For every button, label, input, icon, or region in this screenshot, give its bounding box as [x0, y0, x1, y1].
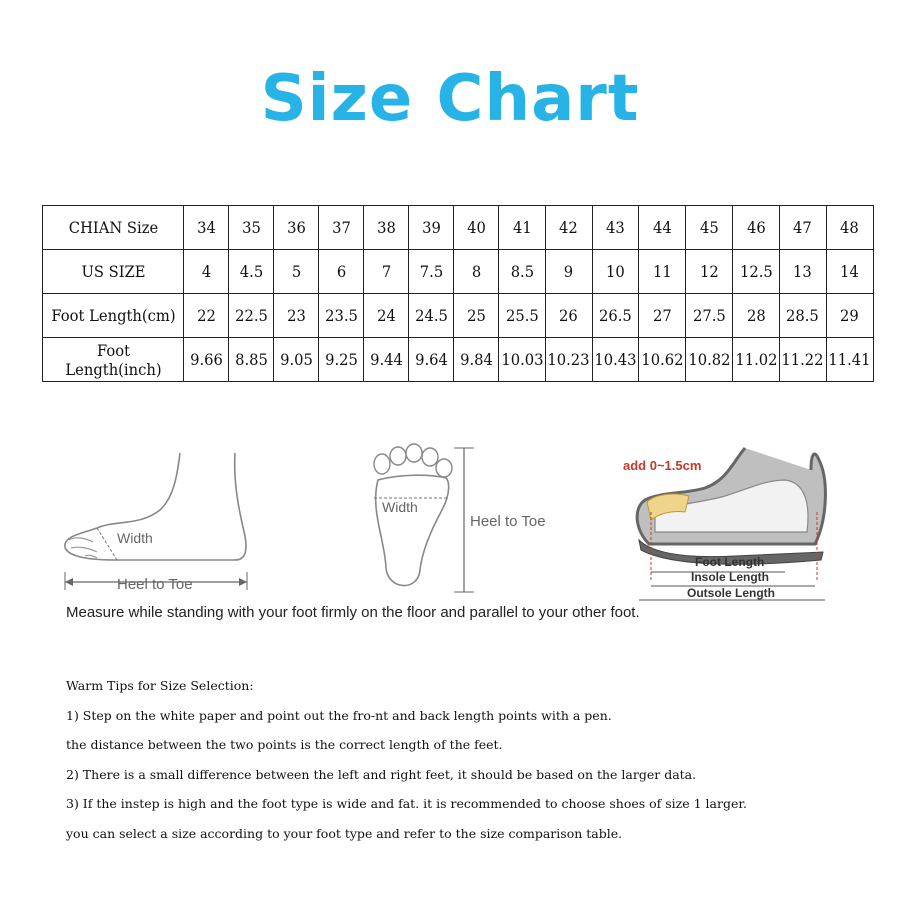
- outsole-length-label: Outsole Length: [687, 586, 775, 600]
- table-cell: 37: [320, 206, 361, 250]
- top-foot-diagram: [360, 440, 570, 600]
- measure-note: Measure while standing with your foot firmly on the floor and parallel to your other foot.: [66, 604, 640, 621]
- tips-heading: Warm Tips for Size Selection:: [66, 678, 254, 693]
- top-foot-outline: [376, 475, 449, 585]
- table-cell: 10.03: [500, 338, 543, 382]
- insole-length-label: Insole Length: [691, 570, 769, 584]
- table-cell: 11.22: [781, 338, 824, 382]
- table-cell: 10.62: [641, 338, 684, 382]
- table-cell: 11.02: [734, 338, 777, 382]
- table-cell: 13: [781, 250, 824, 294]
- tip-line: 1) Step on the white paper and point out the fro-nt and back length points with a pen.: [66, 707, 612, 723]
- table-cell: 41: [500, 206, 543, 250]
- table-cell: 25: [455, 294, 496, 338]
- table-cell: 28.5: [781, 294, 824, 338]
- top-heel-to-toe-label: Heel to Toe: [470, 513, 546, 530]
- table-cell: 9.84: [455, 338, 496, 382]
- table-cell: 9.05: [275, 338, 316, 382]
- table-cell: 26.5: [594, 294, 637, 338]
- row-label: CHIAN Size: [48, 206, 178, 250]
- shoe-diagram: [615, 440, 835, 604]
- toe-prints: [374, 444, 452, 477]
- table-cell: 43: [594, 206, 637, 250]
- table-cell: 27.5: [688, 294, 731, 338]
- row-label: Foot Length(inch): [48, 338, 178, 382]
- table-cell: 7: [365, 250, 406, 294]
- table-cell: 34: [185, 206, 226, 250]
- table-cell: 9.25: [320, 338, 361, 382]
- table-cell: 5: [275, 250, 316, 294]
- table-row: [43, 338, 874, 382]
- table-cell: 28: [734, 294, 777, 338]
- top-width-label: Width: [382, 499, 418, 515]
- table-cell: 12.5: [734, 250, 777, 294]
- side-foot-outline: [65, 453, 246, 560]
- tip-line: 3) If the instep is high and the foot type is wide and fat. it is recommended to choose shoes of size 1 larger.: [66, 796, 747, 811]
- table-cell: 36: [275, 206, 316, 250]
- row-label: Foot Length(cm): [48, 294, 178, 338]
- table-cell: 6: [320, 250, 361, 294]
- table-cell: 47: [781, 206, 824, 250]
- table-cell: 9: [547, 250, 590, 294]
- page-title: Size Chart: [260, 62, 640, 136]
- table-cell: 26: [547, 294, 590, 338]
- table-cell: 27: [641, 294, 684, 338]
- table-cell: 12: [688, 250, 731, 294]
- side-width-line: [97, 528, 117, 560]
- table-cell: 23.5: [320, 294, 361, 338]
- table-cell: 11: [641, 250, 684, 294]
- table-cell: 7.5: [410, 250, 451, 294]
- tips-section: [66, 676, 747, 853]
- side-foot-diagram: [55, 448, 265, 598]
- table-cell: 9.66: [185, 338, 226, 382]
- table-row: [43, 206, 874, 250]
- table-cell: 35: [230, 206, 271, 250]
- table-cell: 22: [185, 294, 226, 338]
- table-row: [43, 294, 874, 338]
- table-cell: 10.82: [688, 338, 731, 382]
- table-cell: 8: [455, 250, 496, 294]
- foot-length-label: Foot Length: [695, 555, 765, 569]
- row-label: US SIZE: [48, 250, 178, 294]
- table-cell: 4.5: [230, 250, 271, 294]
- table-row: [43, 250, 874, 294]
- table-cell: 10.23: [547, 338, 590, 382]
- table-cell: 24: [365, 294, 406, 338]
- side-width-label: Width: [117, 530, 153, 546]
- table-cell: 22.5: [230, 294, 271, 338]
- table-cell: 4: [185, 250, 226, 294]
- shoe-add-label: add 0~1.5cm: [623, 458, 702, 473]
- table-cell: 42: [547, 206, 590, 250]
- table-cell: 25.5: [500, 294, 543, 338]
- table-cell: 10: [594, 250, 637, 294]
- table-cell: 9.44: [365, 338, 406, 382]
- table-cell: 9.64: [410, 338, 451, 382]
- table-cell: 38: [365, 206, 406, 250]
- table-cell: 29: [828, 294, 871, 338]
- tip-line: 2) There is a small difference between the left and right feet, it should be based on the larger data.: [66, 766, 697, 782]
- table-cell: 11.41: [828, 338, 871, 382]
- table-cell: 46: [734, 206, 777, 250]
- table-cell: 8.85: [230, 338, 271, 382]
- table-cell: 40: [455, 206, 496, 250]
- table-cell: 23: [275, 294, 316, 338]
- table-cell: 45: [688, 206, 731, 250]
- table-cell: 39: [410, 206, 451, 250]
- size-table: [42, 205, 874, 382]
- tip-line: you can select a size according to your foot type and refer to the size comparison table.: [66, 825, 623, 841]
- table-cell: 10.43: [594, 338, 637, 382]
- table-cell: 48: [828, 206, 871, 250]
- table-cell: 8.5: [500, 250, 543, 294]
- tip-line: the distance between the two points is the correct length of the feet.: [66, 737, 503, 752]
- side-heel-to-toe-label: Heel to Toe: [117, 576, 193, 593]
- table-cell: 24.5: [410, 294, 451, 338]
- table-cell: 14: [828, 250, 871, 294]
- table-cell: 44: [641, 206, 684, 250]
